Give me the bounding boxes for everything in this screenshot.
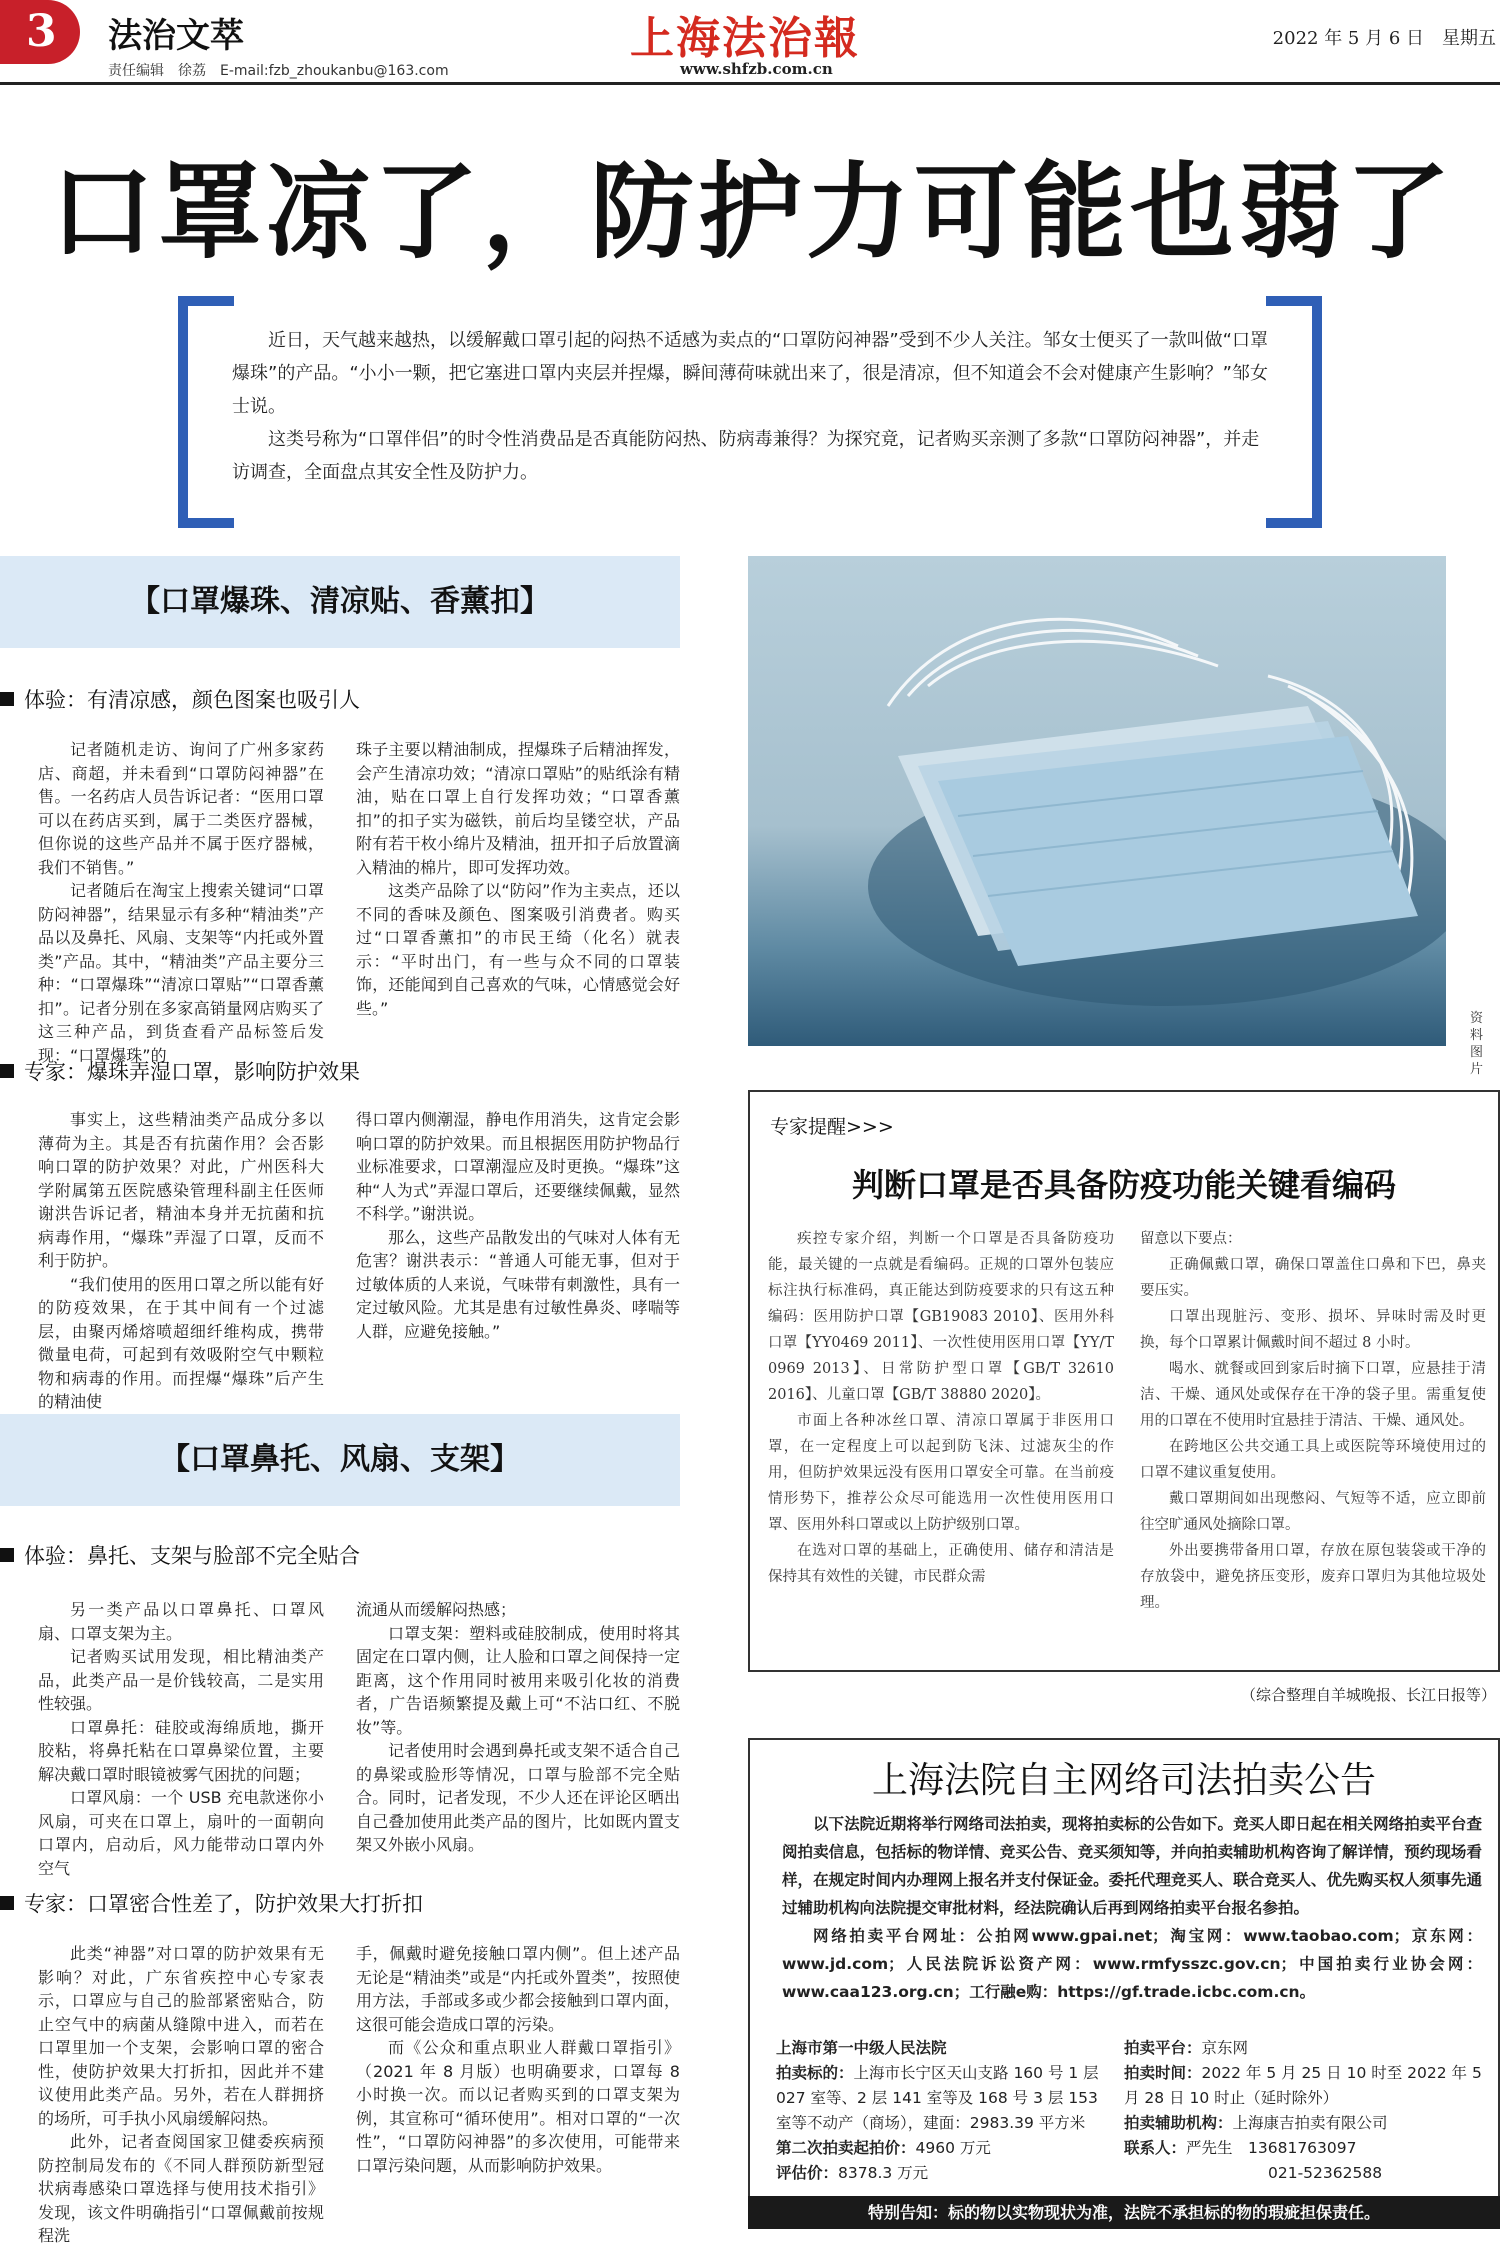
article-column bbox=[38, 738, 324, 1067]
paragraph: 此类“神器”对口罩的防护效果有无影响？对此，广东省疾控中心专家表示，口罩应与自己的脸部紧密贴合，防止空气中的病菌从缝隙中进入，而若在口罩里加一个支架，会影响口罩的密合性，使防护效果大打折扣，因此并不建议使用此类产品。另外，若在人群拥挤的场所，可手执小风扇缓解闷热。 bbox=[38, 1944, 324, 2128]
paragraph: 得口罩内侧潮湿，静电作用消失，这肯定会影响口罩的防护效果。而且根据医用防护物品行业标准要求，口罩潮湿应及时更换。“爆珠”这种“人为式”弄湿口罩后，还要继续佩戴，显然不科学。”谢洪说。 bbox=[356, 1110, 680, 1223]
intro-paragraph: 这类号称为“口罩伴侣”的时令性消费品是否真能防闷热、防病毒兼得？为探究竟，记者购买亲测了多款“口罩防闷神器”，并走访调查，全面盘点其安全性及防护力。 bbox=[232, 429, 1260, 483]
article-column bbox=[356, 1598, 680, 1857]
article-column bbox=[356, 1942, 680, 2177]
paragraph: 留意以下要点： bbox=[1140, 1231, 1242, 1247]
auction-time: 2022 年 5 月 25 日 10 时至 2022 年 5 月 28 日 10 时止（延时除外） bbox=[1124, 2064, 1482, 2107]
paragraph: 疾控专家介绍，判断一个口罩是否具备防疫功能，最关键的一点就是看编码。正规的口罩外包装应标注执行标准码，真正能达到防疫要求的只有这五种编码：医用防护口罩【GB19083 2010】、医用外科口罩【YY0469 2011】、一次性使用医用口罩【YY/T 0969 2013】、日常防护型口罩【GB/T 32610 2016】、儿童口罩【GB/T 38880 2020】。 bbox=[768, 1231, 1114, 1403]
paragraph: 这类产品除了以“防闷”作为主卖点，还以不同的香味及颜色、图案吸引消费者。购买过“口罩香薰扣”的市民王绮（化名）就表示：“平时出门，有一些与众不同的口罩装饰，还能闻到自己喜欢的气味，心情感觉会好些。” bbox=[356, 881, 680, 1018]
paragraph: 珠子主要以精油制成，捏爆珠子后精油挥发，会产生清凉功效；“清凉口罩贴”的贴纸涂有精油，贴在口罩上自行发挥功效；“口罩香薰扣”的扣子实为磁铁，前后均呈镂空状，产品附有若干枚小绵片及精油，扭开扣子后放置滴入精油的棉片，即可发挥功效。 bbox=[356, 740, 680, 877]
paragraph: 流通从而缓解闷热感； bbox=[356, 1600, 517, 1619]
expert-column bbox=[1140, 1226, 1486, 1616]
label: 拍卖平台： bbox=[1124, 2039, 1202, 2057]
headline: 口罩凉了，防护力可能也弱了 bbox=[50, 151, 1455, 273]
label: 联系人： bbox=[1124, 2139, 1187, 2157]
intro-bracket-right bbox=[1266, 296, 1322, 528]
appraisal-value: 8378.3 万元 bbox=[838, 2164, 929, 2182]
section-name: 法治文萃 bbox=[108, 16, 244, 56]
page-number-badge bbox=[0, 0, 80, 64]
article-column bbox=[38, 1942, 324, 2248]
notice-paragraph: 网络拍卖平台网址：公拍网www.gpai.net；淘宝网：www.taobao.com；京东网：www.jd.com；人民法院诉讼资产网：www.rmfysszc.gov.cn；中国拍卖行业协会网：www.caa123.org.cn；工行融e购：https://gf.trade.icbc.com.cn。 bbox=[782, 1927, 1482, 2001]
contact-person: 严先生 13681763097 bbox=[1186, 2139, 1357, 2157]
article-column bbox=[38, 1108, 324, 1414]
auction-agency: 上海康吉拍卖有限公司 bbox=[1232, 2114, 1388, 2132]
intro-bracket-left bbox=[178, 296, 234, 528]
notice-footer: 特别告知：标的物以实物现状为准，法院不承担标的物的瑕疵担保责任。 bbox=[748, 2196, 1500, 2229]
auction-item-right bbox=[1124, 2036, 1484, 2186]
paragraph: 此外，记者查阅国家卫健委疾病预防控制局发布的《不同人群预防新型冠状病毒感染口罩选择与使用技术指引》发现，该文件明确指引“口罩佩戴前按规程洗 bbox=[38, 2132, 324, 2245]
label: 拍卖时间： bbox=[1124, 2064, 1202, 2082]
paragraph: 口罩支架：塑料或硅胶制成，使用时将其固定在口罩内侧，让人脸和口罩之间保持一定距离，这个作用同时被用来吸引化妆的消费者，广告语频繁提及戴上可“不沾口红、不脱妆”等。 bbox=[356, 1623, 680, 1737]
expert-title: 判断口罩是否具备防疫功能关键看编码 bbox=[851, 1166, 1396, 1204]
article-column bbox=[38, 1598, 324, 1880]
paragraph: 口罩风扇：一个 USB 充电款迷你小风扇，可夹在口罩上，扇叶的一面朝向口罩内，启动后，风力能带动口罩内外空气 bbox=[38, 1788, 324, 1878]
paragraph: 那么，这些产品散发出的气味对人体有无危害？谢洪表示：“普通人可能无事，但对于过敏体质的人来说，气味带有刺激性，具有一定过敏风险。尤其是患有过敏性鼻炎、哮喘等人群，应避免接触。” bbox=[356, 1227, 680, 1341]
photo-caption: 资料图片 bbox=[1470, 1011, 1484, 1077]
article-column bbox=[356, 738, 680, 1020]
source-note: （综合整理自羊城晚报、长江日报等） bbox=[1240, 1686, 1496, 1704]
intro-paragraph: 近日，天气越来越热，以缓解戴口罩引起的闷热不适感为卖点的“口罩防闷神器”受到不少人关注。邹女士便买了一款叫做“口罩爆珠”的产品。“小小一颗，把它塞进口罩内夹层并捏爆，瞬间薄荷味就出来了，很是清凉，但不知道会不会对健康产生影响？”邹女士说。 bbox=[232, 330, 1268, 417]
masks-photo bbox=[748, 556, 1446, 1046]
paragraph: 正确佩戴口罩，确保口罩盖住口鼻和下巴，鼻夹要压实。 bbox=[1140, 1257, 1486, 1299]
editor-line: 责任编辑 徐荔 E-mail:fzb_zhoukanbu@163.com bbox=[108, 63, 449, 79]
issue-date: 2022 年 5 月 6 日 星期五 bbox=[1272, 28, 1496, 49]
label: 评估价： bbox=[776, 2164, 839, 2182]
newspaper-masthead: 上海法治報 bbox=[630, 13, 860, 64]
notice-paragraph: 以下法院近期将举行网络司法拍卖，现将拍卖标的公告如下。竞买人即日起在相关网络拍卖平台查阅拍卖信息，包括标的物详情、竞买公告、竞买须知等，并向拍卖辅助机构咨询了解详情，预约现场看样，在规定时间内办理网上报名并支付保证金。委托代理竞买人、联合竞买人、优先购买权人须事先通过辅助机构向法院提交审批材料，经法院确认后再到网络拍卖平台报名参拍。 bbox=[782, 1815, 1482, 1917]
notice-title: 上海法院自主网络司法拍卖公告 bbox=[871, 1760, 1376, 1801]
paragraph: 记者随后在淘宝上搜索关键词“口罩防闷神器”，结果显示有多种“精油类”产品以及鼻托、风扇、支架等“内托或外置类”产品。其中，“精油类”产品主要分三种：“口罩爆珠”“清凉口罩贴”“口罩香薰扣”。记者分别在多家高销量网店购买了这三种产品，到货查看产品标签后发现：“口罩爆珠”的 bbox=[38, 881, 324, 1065]
paragraph: 记者随机走访、询问了广州多家药店、商超，并未看到“口罩防闷神器”在售。一名药店人员告诉记者：“医用口罩可以在药店买到，属于二类医疗器械，但你说的这些产品并不属于医疗器械，我们不销售。” bbox=[38, 740, 324, 877]
section-title: 【口罩爆珠、清凉贴、香薰扣】 bbox=[0, 556, 680, 648]
subhead: 体验：鼻托、支架与脸部不完全贴合 bbox=[0, 1540, 360, 1570]
section-title: 【口罩鼻托、风扇、支架】 bbox=[0, 1414, 680, 1506]
subhead: 专家：爆珠弄湿口罩，影响防护效果 bbox=[0, 1056, 360, 1086]
auction-platform: 京东网 bbox=[1201, 2039, 1249, 2057]
subhead: 专家：口罩密合性差了，防护效果大打折扣 bbox=[0, 1888, 423, 1918]
label: 第二次拍卖起拍价： bbox=[776, 2139, 916, 2157]
label: 拍卖标的： bbox=[776, 2064, 854, 2082]
paragraph: 记者购买试用发现，相比精油类产品，此类产品一是价钱较高，二是实用性较强。 bbox=[38, 1647, 324, 1713]
paragraph: 在跨地区公共交通工具上或医院等环境使用过的口罩不建议重复使用。 bbox=[1140, 1439, 1486, 1481]
auction-item: 上海市长宁区天山支路 160 号 1 层 027 室等、2 层 141 室等及 168 号 3 层 153 室等不动产（商场），建面：2983.39 平方米 bbox=[776, 2064, 1099, 2132]
court-name: 上海市第一中级人民法院 bbox=[776, 2039, 947, 2057]
expert-column bbox=[768, 1226, 1114, 1590]
paragraph: 而《公众和重点职业人群戴口罩指引》（2021 年 8 月版）也明确要求，口罩每 8 小时换一次。而以记者购买到的口罩支架为例，其宣称可“循环使用”。相对口罩的“一次性”，“口罩防闷神器”的多次使用，可能带来口罩污染问题，从而影响防护效果。 bbox=[356, 2038, 680, 2175]
auction-item-left bbox=[776, 2036, 1106, 2186]
contact-phone: 021-52362588 bbox=[1268, 2164, 1383, 2182]
article-column bbox=[356, 1108, 680, 1343]
paragraph: “我们使用的医用口罩之所以能有好的防疫效果，在于其中间有一个过滤层，由聚丙烯熔喷超细纤维构成，携带微量电荷，可起到有效吸附空气中颗粒物和病毒的作用。而捏爆“爆珠”后产生的精油使 bbox=[38, 1274, 324, 1411]
paragraph: 另一类产品以口罩鼻托、口罩风扇、口罩支架为主。 bbox=[38, 1600, 324, 1643]
paragraph: 市面上各种冰丝口罩、清凉口罩属于非医用口罩，在一定程度上可以起到防飞沫、过滤灰尘的作用，但防护效果远没有医用口罩安全可靠。在当前疫情形势下，推荐公众尽可能选用一次性使用医用口罩、医用外科口罩或以上防护级别口罩。 bbox=[768, 1413, 1114, 1533]
paragraph: 外出要携带备用口罩，存放在原包装袋或干净的存放袋中，避免挤压变形，废弃口罩归为其他垃圾处理。 bbox=[1140, 1543, 1486, 1611]
paragraph: 戴口罩期间如出现憋闷、气短等不适，应立即前往空旷通风处摘除口罩。 bbox=[1140, 1491, 1486, 1533]
website-link[interactable]: www.shfzb.com.cn bbox=[680, 60, 833, 78]
paragraph: 手，佩戴时避免接触口罩内侧”。但上述产品无论是“精油类”或是“内托或外置类”，按照使用方法，手部或多或少都会接触到口罩内面，这很可能会造成口罩的污染。 bbox=[356, 1944, 680, 2034]
paragraph: 口罩出现脏污、变形、损坏、异味时需及时更换，每个口罩累计佩戴时间不超过 8 小时。 bbox=[1140, 1309, 1486, 1351]
label: 拍卖辅助机构： bbox=[1124, 2114, 1233, 2132]
paragraph: 事实上，这些精油类产品成分多以薄荷为主。其是否有抗菌作用？会否影响口罩的防护效果？对此，广州医科大学附属第五医院感染管理科副主任医师谢洪告诉记者，精油本身并无抗菌和抗病毒作用，“爆珠”弄湿了口罩，反而不利于防护。 bbox=[38, 1110, 324, 1270]
page-number: 3 bbox=[26, 6, 57, 57]
paragraph: 在选对口罩的基础上，正确使用、储存和清洁是保持其有效性的关键，市民群众需 bbox=[768, 1543, 1114, 1585]
paragraph: 口罩鼻托：硅胶或海绵质地，撕开胶粘，将鼻托粘在口罩鼻梁位置，主要解决戴口罩时眼镜被雾气困扰的问题； bbox=[38, 1717, 324, 1784]
intro-text bbox=[232, 324, 1272, 489]
notice-body bbox=[782, 1810, 1482, 2006]
starting-price: 4960 万元 bbox=[915, 2139, 991, 2157]
paragraph: 记者使用时会遇到鼻托或支架不适合自己的鼻梁或脸形等情况，口罩与脸部不完全贴合。同时，记者发现，不少人还在评论区晒出自己叠加使用此类产品的图片，比如既内置支架又外嵌小风扇。 bbox=[356, 1741, 680, 1854]
paragraph: 喝水、就餐或回到家后时摘下口罩，应悬挂于清洁、干燥、通风处或保存在干净的袋子里。需重复使用的口罩在不使用时宜悬挂于清洁、干燥、通风处。 bbox=[1140, 1361, 1486, 1429]
expert-tag: 专家提醒>>> bbox=[770, 1116, 894, 1138]
subhead: 体验：有清凉感，颜色图案也吸引人 bbox=[0, 684, 360, 714]
header-divider bbox=[0, 82, 1500, 85]
face-mask-illustration bbox=[748, 556, 1446, 1046]
